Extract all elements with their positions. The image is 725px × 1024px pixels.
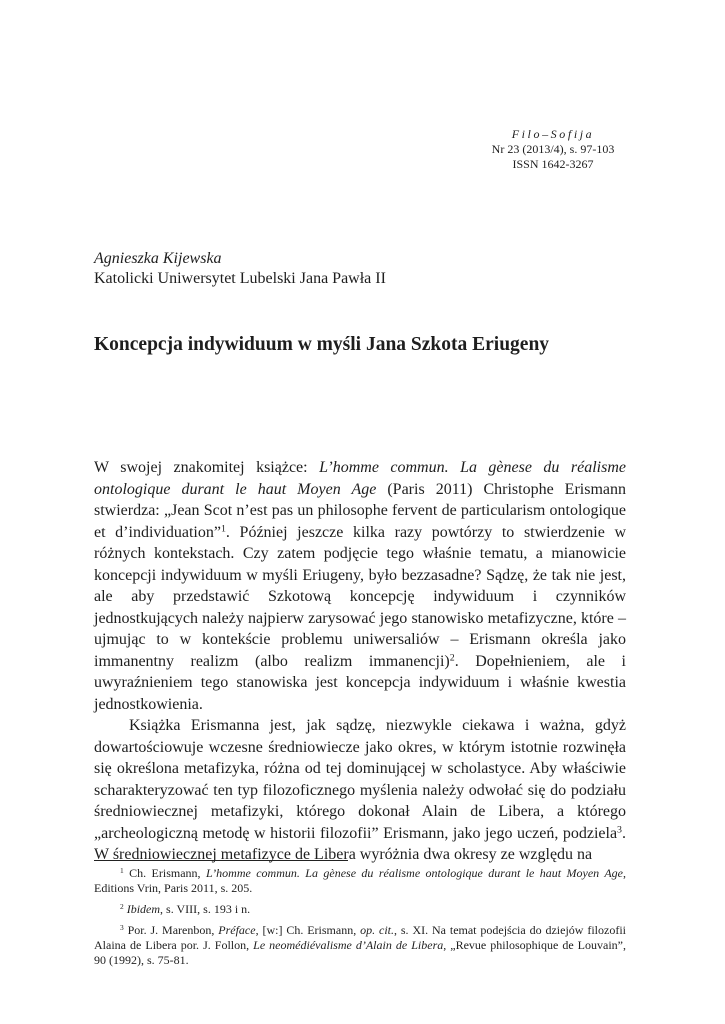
footnote-marker: 1: [220, 523, 226, 535]
footnote: [94, 902, 626, 917]
text-run: , s. VIII, s. 193 i n.: [160, 902, 251, 916]
footnote-marker: 2: [120, 901, 124, 911]
footnote-marker: 3: [617, 824, 622, 836]
text-run: . W średniowiecznej metafizyce de Libera wyróżnia dwa okresy ze względu na: [94, 824, 626, 863]
footnote-marker: 2: [449, 652, 455, 664]
text-run: . Dopełnieniem, ale i uwyraźnieniem tego stanowiska jest koncepcja indywiduum i właśnie kwestia jednostkowienia.: [94, 652, 627, 713]
footnote: [94, 923, 626, 968]
italic-text: Préface: [218, 923, 256, 937]
text-run: , Editions Vrin, Paris 2011, s. 205.: [94, 866, 626, 895]
issn: ISSN 1642-3267: [512, 157, 594, 171]
text-run: , s. XI. Na temat podejścia do dziejów filozofii Alaina de Libera por. J. Follon,: [94, 923, 627, 952]
footnotes: [94, 866, 626, 974]
issue-info: Nr 23 (2013/4), s. 97-103: [491, 142, 615, 156]
journal-name: Filo–Sofija: [511, 127, 595, 141]
italic-text: L’homme commun. La gènese du réalisme ontologique durant le haut Moyen Age: [94, 459, 626, 498]
footnote-marker: 3: [120, 922, 124, 932]
article-body: [94, 457, 626, 866]
body-paragraph: [94, 715, 626, 866]
text-run: , [w:] Ch. Erismann,: [255, 923, 361, 937]
author-name: Agnieszka Kijewska: [94, 250, 222, 267]
text-run: . Później jeszcze kilka razy powtórzy to stwierdzenie w różnych kontekstach. Czy zatem podjęcie tego właśnie tematu, a mianowicie koncepcji indywiduum w myśli Eriugeny, było bezzasadne? Sądzę, że tak nie jest, ale aby przedstawić Szkotową koncepcję indywiduum i czynników jednostkujących należy najpierw zarysować jego stanowisko metafizyczne, które – ujmując to w kontekście problemu uniwersaliów – Erismann określa jako immanentny realizm (albo realizm immanencji): [94, 523, 626, 670]
footnote: [94, 866, 626, 896]
text-run: Ch. Erismann,: [123, 866, 206, 880]
text-run: , „Revue philosophique de Louvain”, 90 (1992), s. 75-81.: [94, 938, 626, 967]
body-paragraph: [94, 457, 626, 715]
text-run: Książka Erismanna jest, jak sądzę, niezwykle ciekawa i ważna, gdyż dowartościowuje wczesne średniowiecze jako okres, w którym istotnie rozwinęła się określona metafizyka, różna od tej dominującej w scholastyce. Aby właściwie scharakteryzować ten typ filozoficznego myślenia należy odwołać się do podziału średniowiecznej metafizyki, którego dokonał Alain de Libera, a którego „archeologiczną metodę w historii filozofii” Erismann, jako jego uczeń, podziela: [94, 717, 626, 842]
italic-text: L’homme commun. La gènese du réalisme ontologique durant le haut Moyen Age: [205, 866, 623, 880]
text-run: W swojej znakomitej książce:: [94, 459, 320, 476]
footnote-divider: [94, 860, 348, 861]
italic-text: op. cit.: [360, 923, 394, 937]
text-run: (Paris 2011) Christophe Erismann stwierdza: „Jean Scot n’est pas un philosophe fervent de particularism ontologique et d’individuation”: [94, 480, 627, 541]
italic-text: Le neomédiévalisme d’Alain de Libera: [253, 938, 444, 952]
article-title: Koncepcja indywiduum w myśli Jana Szkota Eriugeny: [94, 334, 550, 355]
author-affiliation: Katolicki Uniwersytet Lubelski Jana Pawła II: [94, 270, 386, 287]
italic-text: Ibidem: [126, 902, 161, 916]
footnote-marker: 1: [120, 865, 124, 875]
text-run: Por. J. Marenbon,: [123, 923, 219, 937]
journal-header: [468, 127, 638, 172]
